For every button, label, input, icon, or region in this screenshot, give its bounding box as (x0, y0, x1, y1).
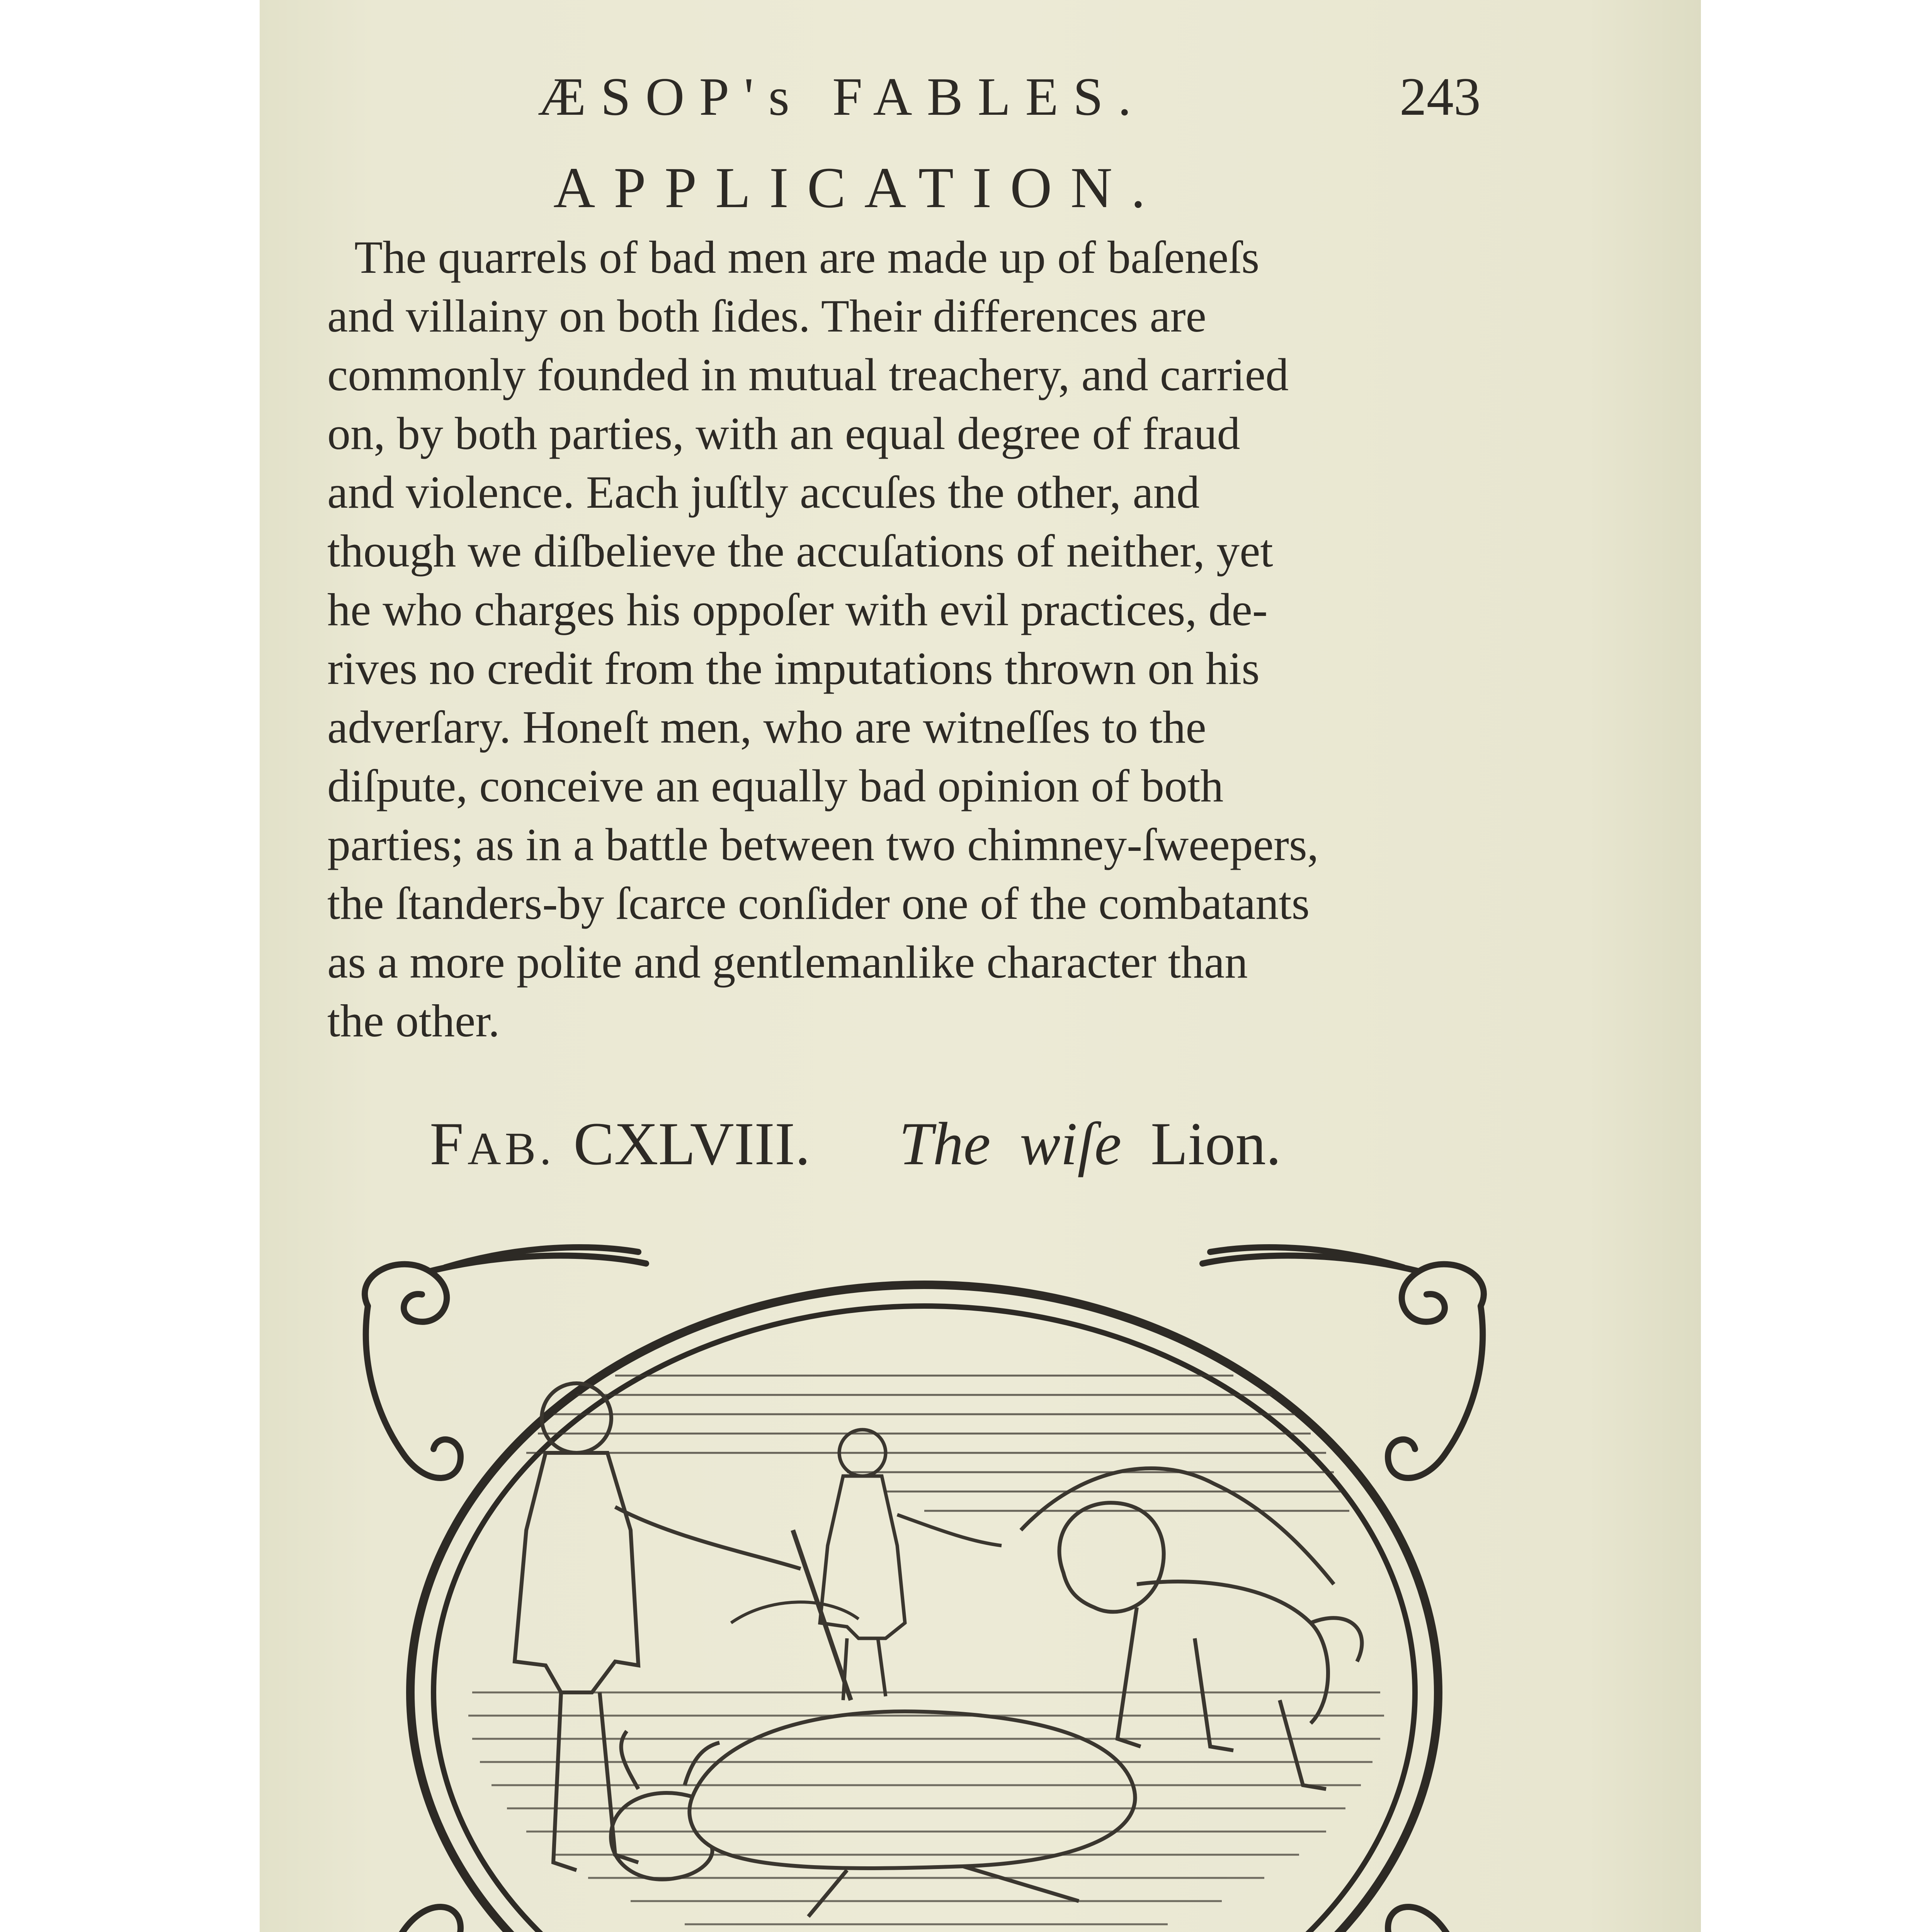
fable-label: F (430, 1110, 468, 1178)
lion-figure (1059, 1503, 1362, 1789)
bullock-figure (611, 1711, 1135, 1917)
running-title: ÆSOP's FABLES. (538, 67, 1146, 127)
application-line: and violence. Each juſtly accuſes the other, and (327, 466, 1200, 518)
application-heading: APPLICATION. (553, 156, 1164, 220)
application-line: rives no credit from the imputations thrown on his (327, 643, 1260, 694)
bush (731, 1602, 859, 1623)
fable-title-lion: Lion. (1150, 1110, 1281, 1178)
application-line: though we diſbelieve the accuſations of neither, yet (327, 525, 1273, 577)
application-line: he who charges his oppoſer with evil practices, de- (327, 584, 1268, 635)
woodcut-illustration (345, 1236, 1504, 1932)
man-figure (515, 1383, 801, 1870)
corner-scroll-top-right (1202, 1247, 1484, 1478)
fable-title-the: The (899, 1110, 991, 1178)
application-line: the ſtanders-by ſcarce conſider one of the combatants (327, 878, 1310, 929)
application-text (327, 228, 1556, 1050)
application-line: commonly founded in mutual treachery, and carried (327, 349, 1289, 400)
ground-hatching (468, 1692, 1384, 1932)
application-line: adverſary. Honeſt men, who are witneſſes to the (327, 701, 1206, 753)
woodcut-scene (468, 1376, 1384, 1932)
application-line: and villainy on both ſides. Their differences are (327, 290, 1206, 342)
fable-label-smallcaps: AB. (467, 1123, 555, 1174)
page-number: 243 (1400, 67, 1481, 127)
woodcut-svg (345, 1236, 1504, 1932)
application-line: as a more polite and gentlemanlike character than (327, 936, 1248, 988)
application-line: on, by both parties, with an equal degree of fraud (327, 408, 1240, 459)
application-line: the other. (327, 995, 500, 1046)
fable-number: CXLVIII. (573, 1110, 811, 1178)
running-head (260, 54, 1701, 131)
book-page (260, 0, 1701, 1932)
application-line: parties; as in a battle between two chimney-ſweepers, (327, 819, 1319, 870)
application-line: diſpute, conceive an equally bad opinion of both (327, 760, 1224, 811)
application-line: The quarrels of bad men are made up of baſeneſs (354, 231, 1260, 283)
outer-oval-frame (410, 1285, 1438, 1932)
corner-scroll-top-left (365, 1247, 646, 1478)
fable-title-wise: wiſe (1020, 1110, 1122, 1178)
thief-figure (793, 1430, 1002, 1700)
inner-oval-frame (434, 1306, 1415, 1932)
fable-title (430, 1109, 1281, 1179)
